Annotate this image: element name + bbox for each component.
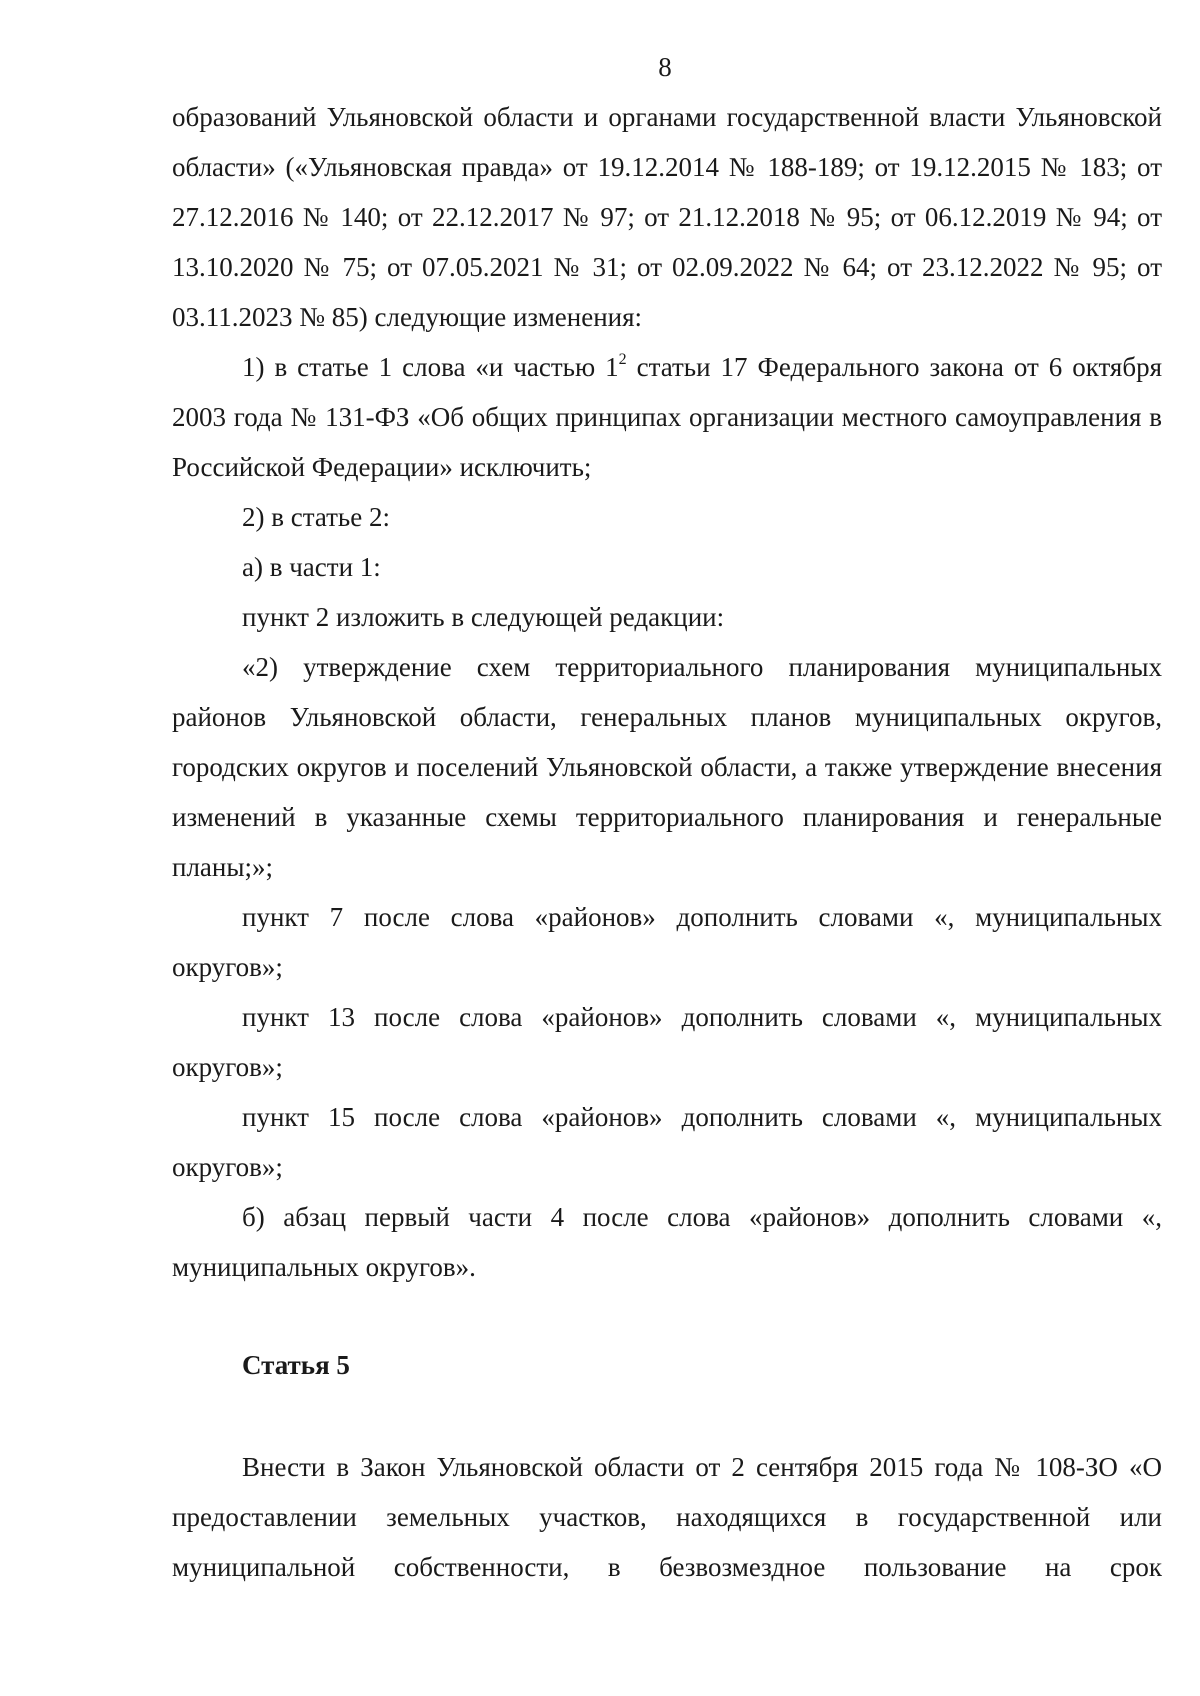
spacer	[172, 1292, 1162, 1340]
item-1-text-end: статьи 17 Федерального закона от 6 октября 2003 года № 131-ФЗ «Об общих принципах организации местного самоуправления в Российской Федерации» исключить;	[172, 352, 1162, 482]
paragraph-article-5-text: Внести в Закон Ульяновской области от 2 сентября 2015 года № 108-ЗО «О предоставлении земельных участков, находящихся в государственной или муниципальной собственности, в безвозмездное пользование на срок	[172, 1452, 1162, 1582]
superscript: 2	[618, 351, 627, 368]
paragraph-point-15: пункт 15 после слова «районов» дополнить словами «, муниципальных округов»;	[172, 1102, 1162, 1182]
paragraph-subitem-b: б) абзац первый части 4 после слова «районов» дополнить словами «, муниципальных округов».	[172, 1202, 1162, 1282]
item-1-text-start: 1) в статье 1 слова «и частью 1	[242, 352, 619, 382]
paragraph-point-2-intro: пункт 2 изложить в следующей редакции:	[242, 602, 725, 632]
spacer	[172, 1390, 1162, 1442]
paragraph-point-2-text: «2) утверждение схем территориального планирования муниципальных районов Ульяновской области, генеральных планов муниципальных округов, городских округов и поселений Ульяновской области, а также утверждение внесения изменений в указанные схемы территориального планирования и генеральные планы;»;	[172, 652, 1162, 882]
paragraph-item-2: 2) в статье 2:	[242, 502, 390, 532]
document-body	[172, 92, 1162, 1592]
paragraph-subitem-a: а) в части 1:	[242, 552, 381, 582]
paragraph-point-13: пункт 13 после слова «районов» дополнить словами «, муниципальных округов»;	[172, 1002, 1162, 1082]
paragraph-intro-continuation: образований Ульяновской области и органами государственной власти Ульяновской области» («Ульяновская правда» от 19.12.2014 № 188-189; от 19.12.2015 № 183; от 27.12.2016 № 140; от 22.12.2017 № 97; от 21.12.2018 № 95; от 06.12.2019 № 94; от 13.10.2020 № 75; от 07.05.2021 № 31; от 02.09.2022 № 64; от 23.12.2022 № 95; от 03.11.2023 № 85) следующие изменения:	[172, 102, 1162, 332]
paragraph-point-7: пункт 7 после слова «районов» дополнить словами «, муниципальных округов»;	[172, 902, 1162, 982]
paragraph-item-1	[172, 342, 1162, 492]
page-number: 8	[658, 52, 672, 82]
article-heading: Статья 5	[242, 1350, 350, 1380]
